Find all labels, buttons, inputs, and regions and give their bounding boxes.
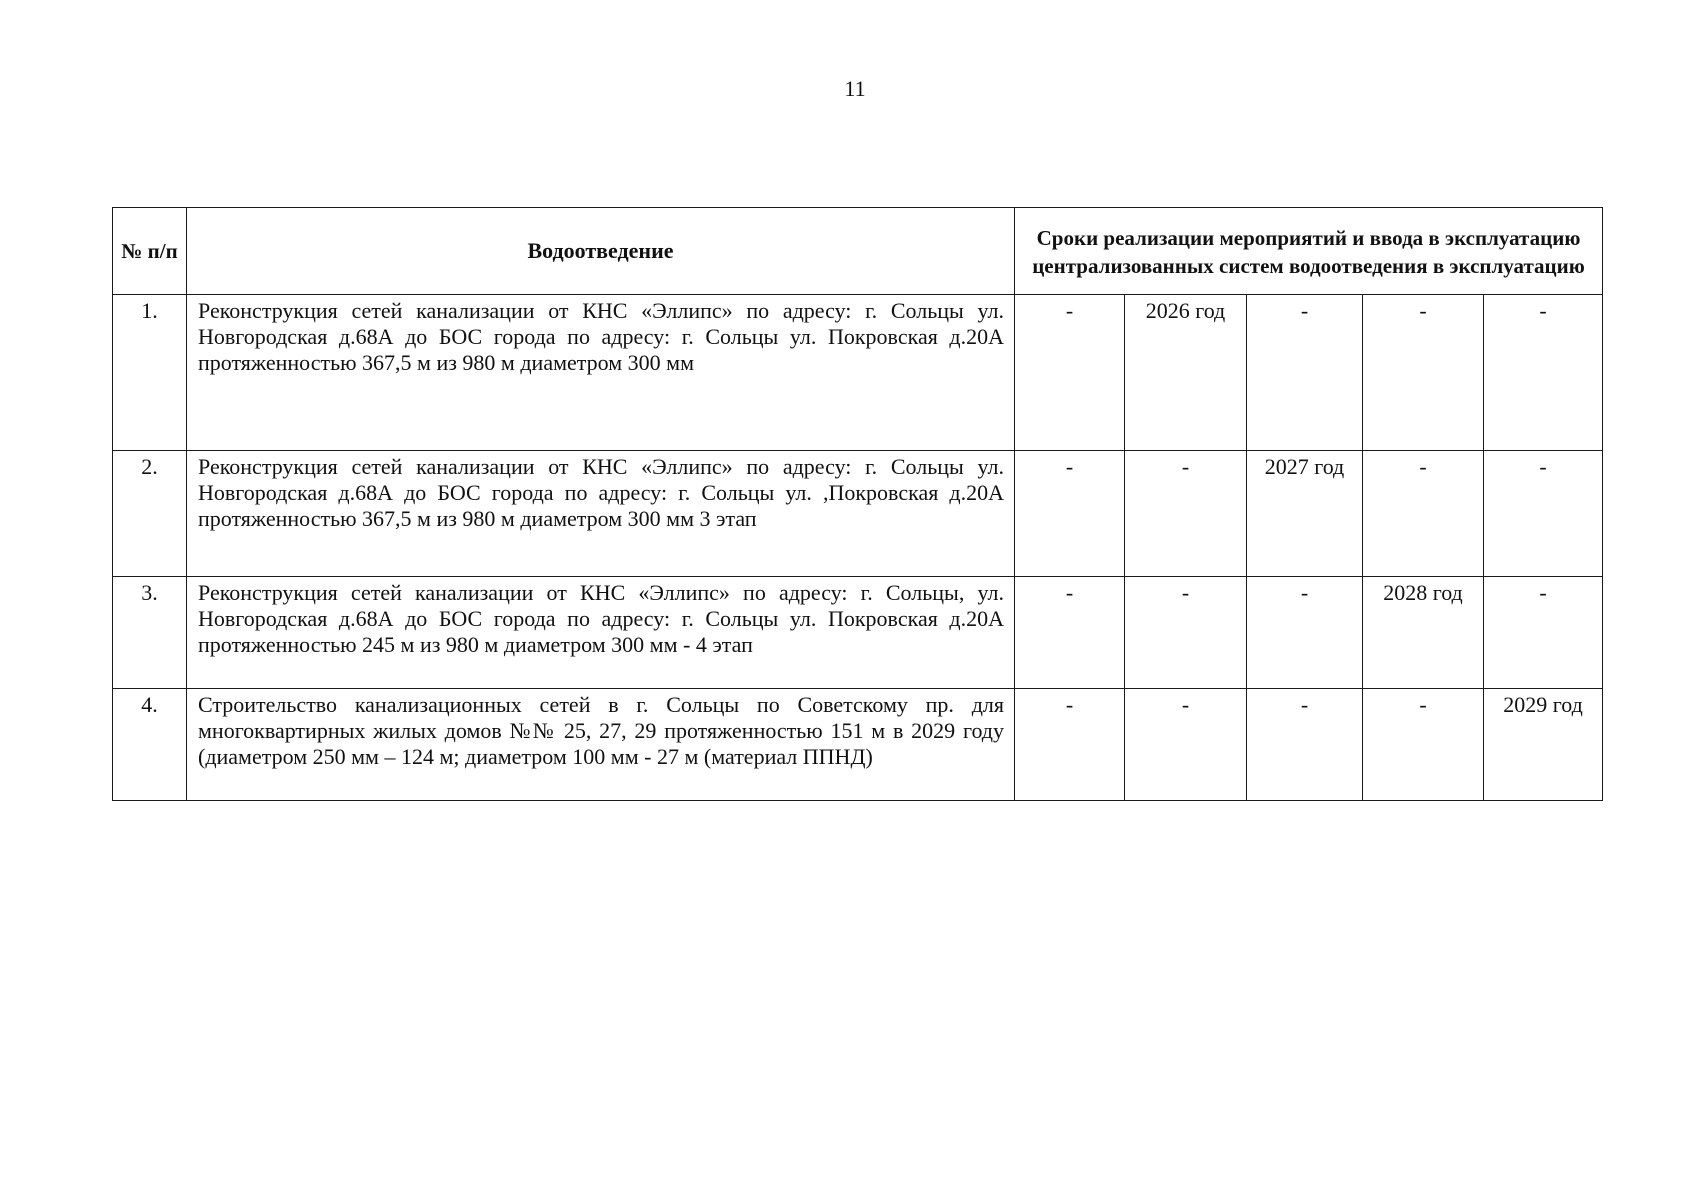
table-header-row [113,208,1603,295]
row-description: Реконструкция сетей канализации от КНС «Эллипс» по адресу: г. Сольцы ул. Новгородская д.68А до БОС города по адресу: г. Сольцы ул. Покровская д.20А протяженностью 367,5 м из 980 м диаметром 300 мм [187,295,1015,451]
term-cell: - [1125,689,1247,801]
term-cell: 2027 год [1247,451,1363,577]
table-row [113,689,1603,801]
term-cell: - [1484,577,1603,689]
row-number: 3. [113,577,187,689]
term-cell: 2029 год [1484,689,1603,801]
term-cell: - [1363,689,1484,801]
row-number: 2. [113,451,187,577]
term-cell: - [1247,689,1363,801]
row-description: Реконструкция сетей канализации от КНС «Эллипс» по адресу: г. Сольцы, ул. Новгородская д.68А до БОС города по адресу: г. Сольцы ул. Покровская д.20А протяженностью 245 м из 980 м диаметром 300 мм - 4 этап [187,577,1015,689]
term-cell: - [1015,689,1125,801]
header-wastewater: Водоотведение [187,208,1015,295]
term-cell: - [1015,295,1125,451]
row-description: Реконструкция сетей канализации от КНС «Эллипс» по адресу: г. Сольцы ул. Новгородская д.68А до БОС города по адресу: г. Сольцы ул. ,Покровская д.20А протяженностью 367,5 м из 980 м диаметром 300 мм 3 этап [187,451,1015,577]
term-cell: - [1247,577,1363,689]
term-cell: - [1015,451,1125,577]
table-row [113,295,1603,451]
header-implementation-terms: Сроки реализации мероприятий и ввода в эксплуатацию централизованных систем водоотведения в эксплуатацию [1015,208,1603,295]
term-cell: 2028 год [1363,577,1484,689]
term-cell: - [1125,577,1247,689]
wastewater-plan-table [112,207,1603,801]
header-number: № п/п [113,208,187,295]
term-cell: - [1484,295,1603,451]
term-cell: - [1125,451,1247,577]
term-cell: - [1015,577,1125,689]
row-description: Строительство канализационных сетей в г. Сольцы по Советскому пр. для многоквартирных жилых домов №№ 25, 27, 29 протяженностью 151 м в 2029 году (диаметром 250 мм – 124 м; диаметром 100 мм - 27 м (материал ППНД) [187,689,1015,801]
term-cell: - [1247,295,1363,451]
table-row [113,451,1603,577]
page-number: 11 [844,76,866,101]
table-row [113,577,1603,689]
term-cell: 2026 год [1125,295,1247,451]
term-cell: - [1363,295,1484,451]
row-number: 1. [113,295,187,451]
row-number: 4. [113,689,187,801]
term-cell: - [1363,451,1484,577]
term-cell: - [1484,451,1603,577]
